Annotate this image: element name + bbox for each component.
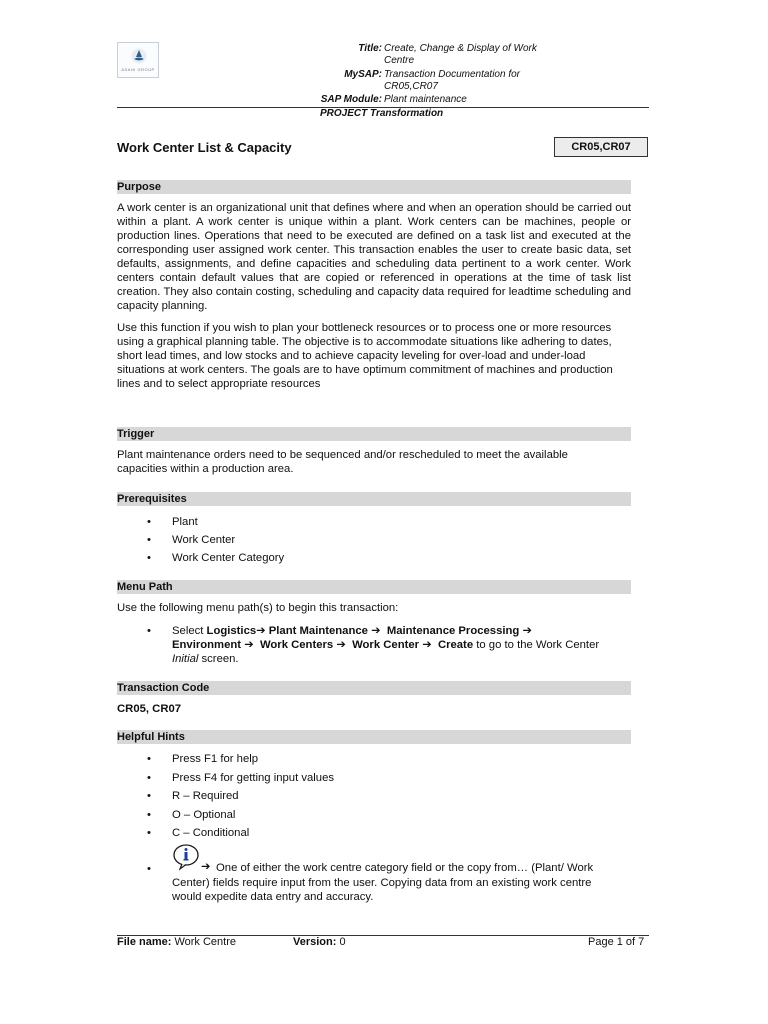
bullet-icon: • xyxy=(147,772,151,784)
bullet-icon: • xyxy=(147,863,151,875)
transaction-code-heading: Transaction Code xyxy=(117,681,631,695)
menu-initial: Initial xyxy=(172,653,199,665)
footer-file xyxy=(117,936,236,948)
bullet-icon: • xyxy=(147,625,151,637)
prereq-item-category: Work Center Category xyxy=(172,552,285,564)
purpose-paragraph-2: Use this function if you wish to plan your bottleneck resources or to process one or more resources using a graphical planning table. The objective is to accommodate situations like adhering to dates, short lead times, and low stocks and to achieve capacity leveling for over-load and under-load situations at work centers. The goals are to have optimum commitment of machines and production lines and to select appropriate resources xyxy=(117,322,613,390)
arrow-icon: ➔ xyxy=(256,625,266,637)
menu-work-center: Work Center xyxy=(352,639,420,651)
hint-item-f1: Press F1 for help xyxy=(172,753,259,765)
info-icon xyxy=(171,843,201,871)
menu-maintenance-processing: Maintenance Processing xyxy=(386,625,520,637)
arrow-icon: ➔ xyxy=(244,639,254,651)
prerequisites-heading: Prerequisites xyxy=(117,492,631,506)
menu-path-intro: Use the following menu path(s) to begin this transaction: xyxy=(117,602,399,614)
header-mysap-label: MySAP: xyxy=(344,69,382,80)
bullet-icon: • xyxy=(147,753,151,765)
hint-item-f4: Press F4 for getting input values xyxy=(172,772,335,784)
bullet-icon: • xyxy=(147,827,151,839)
footer-version-value: 0 xyxy=(339,936,346,948)
menu-plant-maintenance: Plant Maintenance xyxy=(268,625,368,637)
menu-create: Create xyxy=(437,639,474,651)
bullet-icon: • xyxy=(147,534,151,546)
hint-info-line-2: Center) fields require input from the user. Copying data from an existing work centre xyxy=(172,877,592,889)
menu-tail: to go to the Work Center xyxy=(473,639,600,651)
prereq-item-plant: Plant xyxy=(172,516,198,528)
hint-item-required: R – Required xyxy=(172,790,239,802)
header-mysap-value: Transaction Documentation for CR05,CR07 xyxy=(384,69,520,92)
menu-path-heading: Menu Path xyxy=(117,580,631,594)
company-logo xyxy=(117,42,159,78)
transaction-code-value: CR05, CR07 xyxy=(117,703,182,715)
header-module-label: SAP Module: xyxy=(320,94,382,105)
header-project: PROJECT Transformation xyxy=(320,108,444,119)
footer-file-value: Work Centre xyxy=(174,936,237,948)
footer-version xyxy=(293,936,346,948)
arrow-icon: ➔ xyxy=(422,639,432,651)
hint-info-line-1: One of either the work centre category field or the copy from… (Plant/ Work xyxy=(216,862,594,874)
menu-screen: screen. xyxy=(198,653,239,665)
footer-page: Page 1 of 7 xyxy=(588,936,645,948)
arrow-icon: ➔ xyxy=(371,625,381,637)
prereq-item-work-center: Work Center xyxy=(172,534,236,546)
arrow-icon: ➔ xyxy=(201,861,211,873)
footer-version-label: Version: xyxy=(293,936,337,948)
bullet-icon: • xyxy=(147,552,151,564)
hint-info-line-3: would expedite data entry and accuracy. xyxy=(172,891,374,903)
menu-environment: Environment xyxy=(172,639,242,651)
arrow-icon: ➔ xyxy=(522,625,532,637)
bullet-icon: • xyxy=(147,790,151,802)
transaction-code-box: CR05,CR07 xyxy=(554,137,648,157)
bullet-icon: • xyxy=(147,516,151,528)
purpose-heading: Purpose xyxy=(117,180,631,194)
menu-select-word: Select xyxy=(172,625,207,637)
bullet-icon: • xyxy=(147,809,151,821)
header-module-value: Plant maintenance xyxy=(384,94,467,105)
trigger-text: Plant maintenance orders need to be sequenced and/or rescheduled to meet the available capacities within a production area. xyxy=(117,449,568,475)
footer-file-label: File name: xyxy=(117,936,172,948)
logo-mark-icon xyxy=(131,48,147,64)
document-title: Work Center List & Capacity xyxy=(117,140,292,155)
hint-item-optional: O – Optional xyxy=(172,809,236,821)
helpful-hints-heading: Helpful Hints xyxy=(117,730,631,744)
header-title-value: Create, Change & Display of Work Centre xyxy=(384,43,537,66)
purpose-paragraph-1: A work center is an organizational unit that defines where and when an operation should be carried out within a plant. A work center is unique within a plant. Work centers can be machines, people or production lines. Operations that need to be executed are defined on a task list and executed at the corresponding user assigned work center. This transaction enables the user to create basic data, set defaults, assignments, and define capacities and scheduling data pertinent to a work center. Work centers contain default values that are copied or referenced in operations at the time of task list creation. They also contain costing, scheduling and capacity data required for leadtime scheduling and capacity planning. xyxy=(117,202,631,312)
menu-path-steps xyxy=(172,624,632,666)
logo-text: ASAHI GROUP xyxy=(121,67,155,72)
header-title-label: Title: xyxy=(358,43,382,54)
arrow-icon: ➔ xyxy=(336,639,346,651)
hint-item-conditional: C – Conditional xyxy=(172,827,250,839)
menu-work-centers: Work Centers xyxy=(259,639,334,651)
trigger-heading: Trigger xyxy=(117,427,631,441)
menu-logistics: Logistics xyxy=(206,625,257,637)
